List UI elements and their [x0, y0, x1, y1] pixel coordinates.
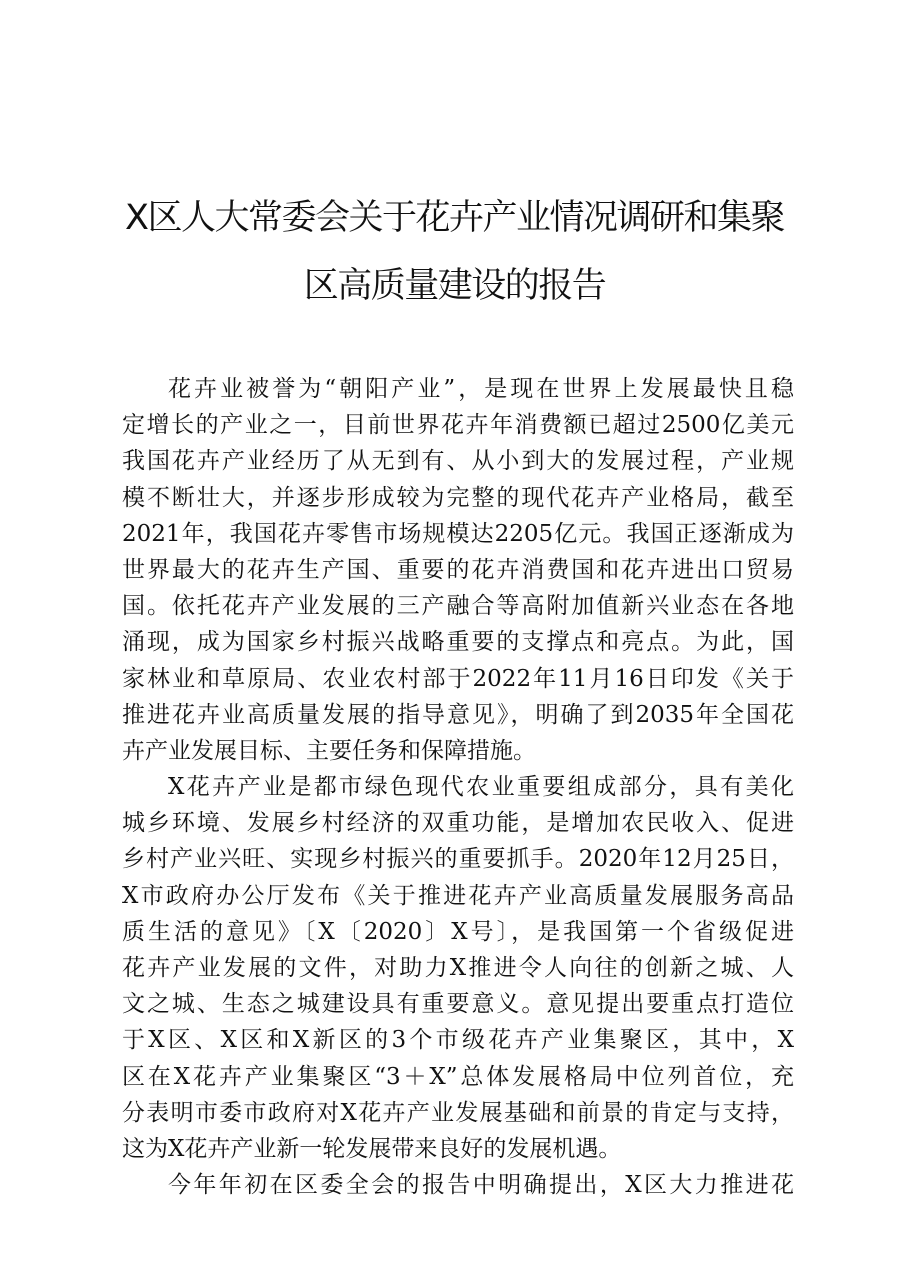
- body-line: X市政府办公厅发布《关于推进花卉产业高质量发展服务高品: [122, 882, 794, 909]
- body-line: 花卉产业发展的文件，对助力X推进令人向往的创新之城、人: [122, 955, 794, 981]
- body-line: 于X区、X区和X新区的3个市级花卉产业集聚区，其中，X: [122, 1027, 794, 1054]
- body-line: 城乡环境、发展乡村经济的双重功能，是增加农民收入、促进: [122, 810, 794, 837]
- body-line: 推进花卉业高质量发展的指导意见》，明确了到2035年全国花: [122, 701, 794, 728]
- body-line: 模不断壮大，并逐步形成较为完整的现代花卉产业格局，截至: [122, 484, 794, 511]
- body-line: 分表明市委市政府对X花卉产业发展基础和前景的肯定与支持，: [122, 1099, 794, 1126]
- body-line: 质生活的意见》〔X〔2020〕X号〕，是我国第一个省级促进: [122, 918, 794, 945]
- body-line: 涌现，成为国家乡村振兴战略重要的支撑点和亮点。为此，国: [122, 629, 794, 656]
- document-body: [122, 371, 794, 1203]
- body-line: 区在X花卉产业集聚区“3＋X”总体发展格局中位列首位，充: [122, 1063, 794, 1090]
- body-line: 定增长的产业之一，目前世界花卉年消费额已超过2500亿美元: [122, 412, 794, 439]
- body-line: 花卉业被誉为“朝阳产业”，是现在世界上发展最快且稳: [168, 376, 794, 402]
- body-line: 卉产业发展目标、主要任务和保障措施。: [122, 737, 536, 764]
- body-line: 今年年初在区委全会的报告中明确提出，X区大力推进花: [168, 1172, 794, 1199]
- body-line: 国。依托花卉产业发展的三产融合等高附加值新兴业态在各地: [122, 593, 794, 620]
- body-line: 家林业和草原局、农业农村部于2022年11月16日印发《关于: [122, 665, 794, 692]
- body-line: 乡村产业兴旺、实现乡村振兴的重要抓手。2020年12月25日，: [122, 846, 794, 873]
- document-title-line-1: X区人大常委会关于花卉产业情况调研和集聚: [125, 198, 784, 238]
- body-line: 2021年，我国花卉零售市场规模达2205亿元。我国正逐渐成为: [122, 520, 794, 547]
- body-line: X花卉产业是都市绿色现代农业重要组成部分，具有美化: [168, 774, 794, 801]
- body-line: 这为X花卉产业新一轮发展带来良好的发展机遇。: [122, 1135, 622, 1162]
- body-line: 我国花卉产业经历了从无到有、从小到大的发展过程，产业规: [122, 448, 794, 475]
- body-line: 文之城、生态之城建设具有重要意义。意见提出要重点打造位: [122, 991, 794, 1018]
- document-title-line-2: 区高质量建设的报告: [303, 266, 606, 306]
- body-line: 世界最大的花卉生产国、重要的花卉消费国和花卉进出口贸易: [122, 556, 794, 583]
